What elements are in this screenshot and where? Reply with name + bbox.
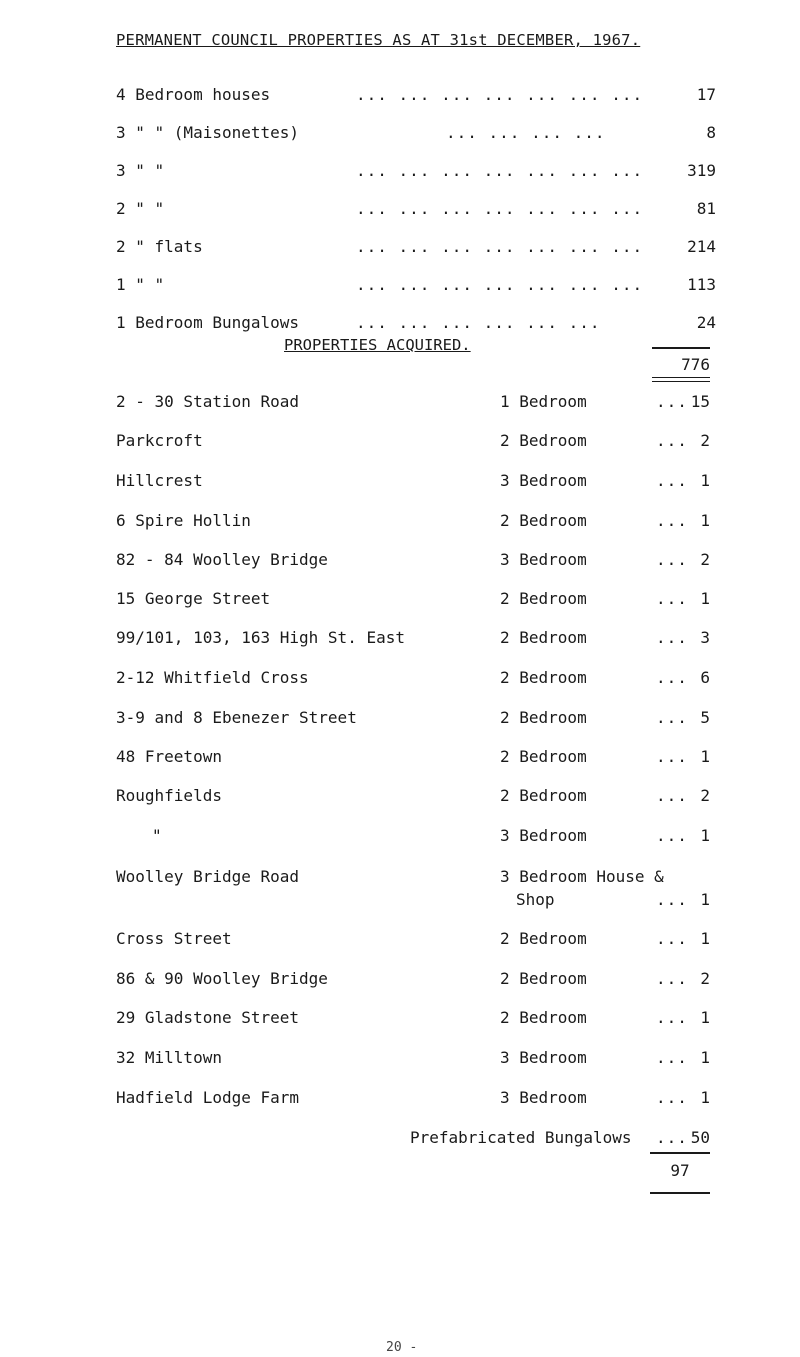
leader-dots: ... ... ... ... ... ... ... <box>356 199 644 218</box>
acquired-count: 2 <box>700 550 710 569</box>
acquired-row <box>116 969 716 991</box>
acquired-address: 48 Freetown <box>116 747 222 766</box>
acquired-count: 15 <box>690 392 710 411</box>
acquired-address: 29 Gladstone Street <box>116 1008 300 1027</box>
leader-dots: ... <box>656 1088 688 1107</box>
acquired-type: Prefabricated Bungalows <box>410 1128 632 1147</box>
acquired-row <box>116 511 716 533</box>
acquired-count: 1 <box>700 890 710 909</box>
summary-value: 17 <box>696 85 716 104</box>
summary-label: 1 " " <box>116 275 165 294</box>
leader-dots: ... ... ... ... <box>446 123 606 142</box>
acquired-row <box>116 668 716 690</box>
acquired-count: 5 <box>700 708 710 727</box>
acquired-type: 3 Bedroom <box>500 1048 587 1067</box>
acquired-address: 32 Milltown <box>116 1048 222 1067</box>
leader-dots: ... <box>656 431 688 450</box>
acquired-row <box>116 786 716 808</box>
acquired-type: 1 Bedroom <box>500 392 587 411</box>
acquired-type: 3 Bedroom <box>500 471 587 490</box>
summary-value: 8 <box>706 123 716 142</box>
leader-dots: ... ... ... ... ... ... ... <box>356 237 644 256</box>
acquired-address: Hillcrest <box>116 471 203 490</box>
acquired-count: 1 <box>700 826 710 845</box>
acquired-row <box>116 471 716 493</box>
acquired-row <box>116 392 716 414</box>
leader-dots: ... <box>656 929 688 948</box>
acquired-row <box>116 890 716 912</box>
acquired-type: 2 Bedroom <box>500 1008 587 1027</box>
acquired-count: 6 <box>700 668 710 687</box>
leader-dots: ... <box>656 471 688 490</box>
summary-row <box>116 161 716 183</box>
leader-dots: ... <box>656 628 688 647</box>
acquired-address: 15 George Street <box>116 589 271 608</box>
leader-dots: ... <box>656 668 688 687</box>
acquired-count: 1 <box>700 511 710 530</box>
summary-value: 113 <box>687 275 716 294</box>
acquired-type: 2 Bedroom <box>500 969 587 988</box>
acquired-type: 2 Bedroom <box>500 929 587 948</box>
acquired-type: 2 Bedroom <box>500 786 587 805</box>
acquired-total-rule <box>650 1152 710 1154</box>
acquired-count: 2 <box>700 969 710 988</box>
acquired-type: 3 Bedroom <box>500 826 587 845</box>
acquired-count: 1 <box>700 929 710 948</box>
acquired-address: Hadfield Lodge Farm <box>116 1088 300 1107</box>
leader-dots: ... <box>656 589 688 608</box>
acquired-count: 1 <box>700 747 710 766</box>
acquired-row <box>116 589 716 611</box>
acquired-count: 1 <box>700 471 710 490</box>
summary-value: 319 <box>687 161 716 180</box>
leader-dots: ... <box>656 708 688 727</box>
summary-label: 2 " flats <box>116 237 203 256</box>
leader-dots: ... <box>656 826 688 845</box>
acquired-address: 86 & 90 Woolley Bridge <box>116 969 328 988</box>
acquired-type: 2 Bedroom <box>500 511 587 530</box>
acquired-row <box>116 1088 716 1110</box>
summary-value: 81 <box>696 199 716 218</box>
acquired-total-underline <box>650 1192 710 1194</box>
acquired-row <box>116 431 716 453</box>
acquired-address: 3-9 and 8 Ebenezer Street <box>116 708 357 727</box>
acquired-count: 3 <box>700 628 710 647</box>
leader-dots: ... <box>656 747 688 766</box>
acquired-row <box>116 708 716 730</box>
acquired-type: 3 Bedroom <box>500 1088 587 1107</box>
summary-row <box>116 199 716 221</box>
acquired-row <box>116 929 716 951</box>
summary-label: 2 " " <box>116 199 165 218</box>
summary-value: 24 <box>696 313 716 332</box>
summary-label: 3 " " (Maisonettes) <box>116 123 300 142</box>
acquired-count: 1 <box>700 1088 710 1107</box>
leader-dots: ... <box>656 1008 688 1027</box>
summary-row <box>116 85 716 107</box>
leader-dots: ... <box>656 786 688 805</box>
summary-row <box>116 237 716 259</box>
leader-dots: ... <box>656 550 688 569</box>
acquired-type: 2 Bedroom <box>500 431 587 450</box>
acquired-type: 2 Bedroom <box>500 668 587 687</box>
leader-dots: ... ... ... ... ... ... ... <box>356 161 644 180</box>
acquired-address: 99/101, 103, 163 High St. East <box>116 628 405 647</box>
acquired-address: 2 - 30 Station Road <box>116 392 300 411</box>
acquired-row <box>116 628 716 650</box>
acquired-row <box>116 1008 716 1030</box>
acquired-address: Parkcroft <box>116 431 203 450</box>
acquired-total: 97 <box>670 1161 690 1180</box>
acquired-row <box>116 826 716 848</box>
summary-value: 214 <box>687 237 716 256</box>
acquired-count: 2 <box>700 786 710 805</box>
acquired-row <box>116 747 716 769</box>
acquired-type: 3 Bedroom <box>500 550 587 569</box>
leader-dots: ... <box>656 1128 688 1147</box>
section-title-acquired: PROPERTIES ACQUIRED. <box>284 336 471 354</box>
acquired-count: 50 <box>690 1128 710 1147</box>
leader-dots: ... ... ... ... ... ... <box>356 313 601 332</box>
acquired-address: 82 - 84 Woolley Bridge <box>116 550 328 569</box>
page-title: PERMANENT COUNCIL PROPERTIES AS AT 31st DECEMBER, 1967. <box>116 31 641 49</box>
leader-dots: ... <box>656 1048 688 1067</box>
leader-dots: ... ... ... ... ... ... ... <box>356 85 644 104</box>
acquired-type: 2 Bedroom <box>500 747 587 766</box>
acquired-row <box>116 550 716 572</box>
acquired-count: 2 <box>700 431 710 450</box>
summary-double-rule <box>652 377 710 378</box>
leader-dots: ... <box>656 969 688 988</box>
acquired-row <box>116 1048 716 1070</box>
acquired-type: 3 Bedroom House & <box>500 867 664 886</box>
acquired-type: Shop <box>516 890 555 909</box>
summary-row <box>116 123 716 145</box>
summary-total: 776 <box>681 355 710 374</box>
page-number: 20 - <box>386 1340 418 1355</box>
acquired-row <box>116 867 716 889</box>
acquired-row <box>116 1128 716 1150</box>
acquired-address: " <box>152 826 162 845</box>
leader-dots: ... <box>656 511 688 530</box>
summary-double-rule <box>652 381 710 382</box>
acquired-address: Woolley Bridge Road <box>116 867 300 886</box>
summary-label: 3 " " <box>116 161 165 180</box>
acquired-address: 6 Spire Hollin <box>116 511 251 530</box>
summary-total-rule <box>652 347 710 349</box>
acquired-address: 2-12 Whitfield Cross <box>116 668 309 687</box>
summary-row <box>116 275 716 297</box>
leader-dots: ... <box>656 890 688 909</box>
acquired-address: Cross Street <box>116 929 232 948</box>
acquired-type: 2 Bedroom <box>500 628 587 647</box>
acquired-type: 2 Bedroom <box>500 708 587 727</box>
summary-row <box>116 313 716 335</box>
leader-dots: ... ... ... ... ... ... ... <box>356 275 644 294</box>
summary-label: 4 Bedroom houses <box>116 85 271 104</box>
summary-label: 1 Bedroom Bungalows <box>116 313 300 332</box>
leader-dots: ... <box>656 392 688 411</box>
acquired-count: 1 <box>700 1048 710 1067</box>
acquired-type: 2 Bedroom <box>500 589 587 608</box>
acquired-count: 1 <box>700 589 710 608</box>
acquired-count: 1 <box>700 1008 710 1027</box>
acquired-address: Roughfields <box>116 786 222 805</box>
